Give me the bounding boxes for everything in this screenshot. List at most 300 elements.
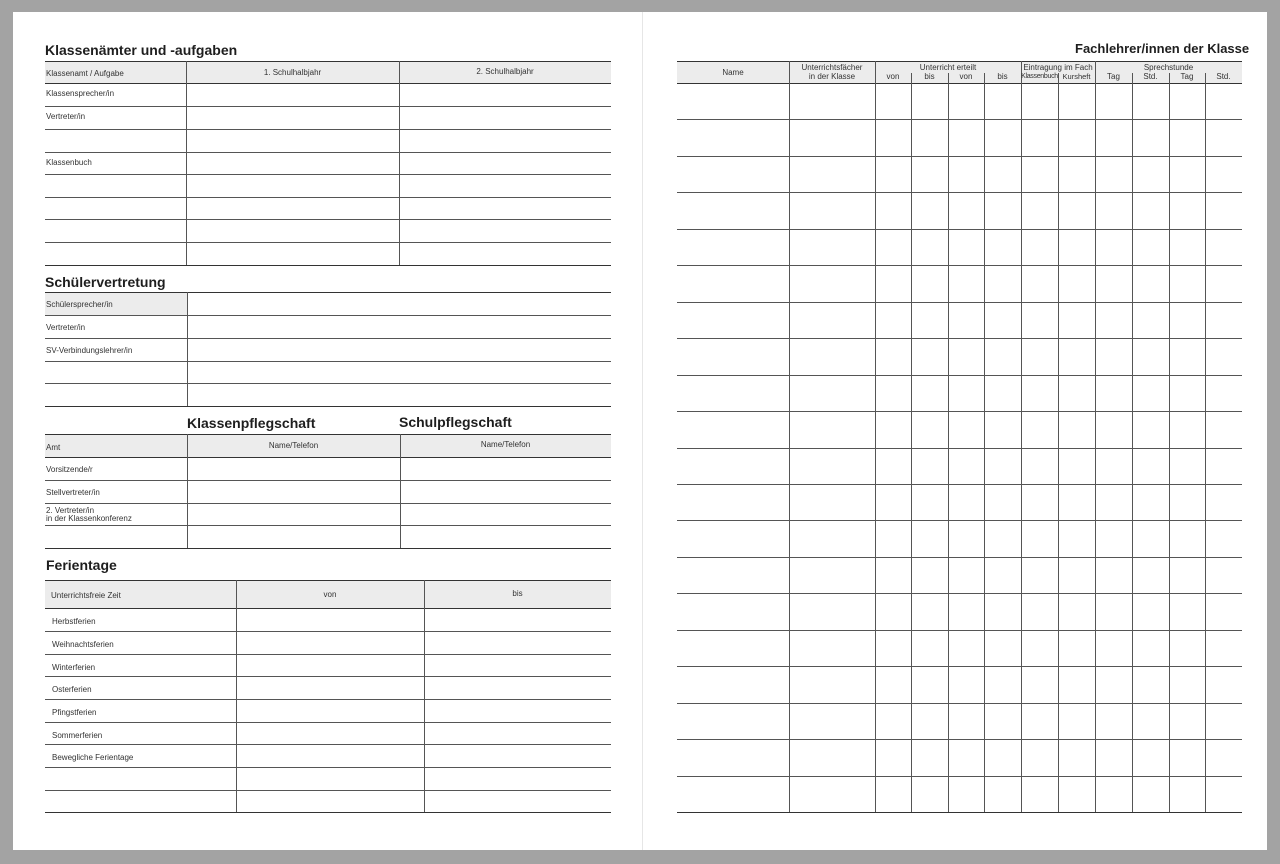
- input-cell-fachlehrer[interactable]: [984, 192, 1021, 229]
- input-cell-klassenpflegschaft[interactable]: [187, 457, 400, 480]
- input-cell-fachlehrer[interactable]: [875, 302, 911, 338]
- input-cell-fachlehrer[interactable]: [984, 520, 1021, 557]
- input-cell-fachlehrer[interactable]: [789, 375, 875, 411]
- input-cell-fachlehrer[interactable]: [677, 739, 789, 776]
- input-cell-fachlehrer[interactable]: [984, 229, 1021, 265]
- input-cell-fachlehrer[interactable]: [984, 265, 1021, 302]
- input-cell-fachlehrer[interactable]: [1205, 411, 1242, 448]
- input-cell-fachlehrer[interactable]: [677, 593, 789, 630]
- input-cell-fachlehrer[interactable]: [911, 739, 948, 776]
- input-cell-fachlehrer[interactable]: [948, 338, 984, 375]
- input-cell-fachlehrer[interactable]: [911, 593, 948, 630]
- input-cell-halbjahr-2[interactable]: [399, 106, 611, 129]
- input-cell-fachlehrer[interactable]: [1205, 83, 1242, 119]
- input-cell-fachlehrer[interactable]: [948, 375, 984, 411]
- input-cell-fachlehrer[interactable]: [1169, 448, 1205, 484]
- input-cell-fachlehrer[interactable]: [1132, 520, 1169, 557]
- input-cell-fachlehrer[interactable]: [911, 375, 948, 411]
- input-cell-fachlehrer[interactable]: [1132, 338, 1169, 375]
- input-cell-halbjahr-1[interactable]: [186, 152, 399, 174]
- input-cell-fachlehrer[interactable]: [948, 739, 984, 776]
- input-cell-fachlehrer[interactable]: [1095, 229, 1132, 265]
- input-cell-fachlehrer[interactable]: [984, 156, 1021, 192]
- input-cell-fachlehrer[interactable]: [1132, 156, 1169, 192]
- input-cell-fachlehrer[interactable]: [1021, 776, 1058, 812]
- input-cell-fachlehrer[interactable]: [677, 119, 789, 156]
- input-cell-fachlehrer[interactable]: [1058, 557, 1095, 593]
- input-cell-fachlehrer[interactable]: [911, 119, 948, 156]
- input-cell-fachlehrer[interactable]: [1021, 265, 1058, 302]
- input-cell-fachlehrer[interactable]: [1169, 229, 1205, 265]
- input-cell-klassenpflegschaft[interactable]: [187, 503, 400, 525]
- input-cell-fachlehrer[interactable]: [789, 411, 875, 448]
- input-cell-fachlehrer[interactable]: [911, 192, 948, 229]
- input-cell-fachlehrer[interactable]: [911, 666, 948, 703]
- input-cell-fachlehrer[interactable]: [948, 83, 984, 119]
- input-cell-fachlehrer[interactable]: [1205, 338, 1242, 375]
- input-cell-fachlehrer[interactable]: [1205, 265, 1242, 302]
- input-cell-von[interactable]: [236, 722, 424, 744]
- input-cell-fachlehrer[interactable]: [875, 375, 911, 411]
- input-cell-fachlehrer[interactable]: [1169, 520, 1205, 557]
- input-cell-fachlehrer[interactable]: [1095, 666, 1132, 703]
- input-cell-halbjahr-1[interactable]: [186, 83, 399, 106]
- input-cell-von[interactable]: [236, 654, 424, 676]
- input-cell-fachlehrer[interactable]: [1095, 83, 1132, 119]
- input-cell-fachlehrer[interactable]: [984, 302, 1021, 338]
- input-cell-fachlehrer[interactable]: [948, 265, 984, 302]
- input-cell-fachlehrer[interactable]: [1169, 739, 1205, 776]
- input-cell-fachlehrer[interactable]: [1021, 411, 1058, 448]
- input-cell-fachlehrer[interactable]: [1169, 375, 1205, 411]
- input-cell-fachlehrer[interactable]: [948, 411, 984, 448]
- input-cell-fachlehrer[interactable]: [677, 776, 789, 812]
- input-cell-fachlehrer[interactable]: [984, 776, 1021, 812]
- input-cell-fachlehrer[interactable]: [1021, 520, 1058, 557]
- input-cell-fachlehrer[interactable]: [1058, 666, 1095, 703]
- input-cell-von[interactable]: [236, 790, 424, 812]
- input-cell-fachlehrer[interactable]: [1021, 448, 1058, 484]
- input-cell-fachlehrer[interactable]: [677, 192, 789, 229]
- input-cell-fachlehrer[interactable]: [1058, 265, 1095, 302]
- input-cell-fachlehrer[interactable]: [1058, 484, 1095, 520]
- input-cell-fachlehrer[interactable]: [1132, 302, 1169, 338]
- input-cell-fachlehrer[interactable]: [1205, 776, 1242, 812]
- input-cell-fachlehrer[interactable]: [948, 156, 984, 192]
- input-cell-fachlehrer[interactable]: [789, 302, 875, 338]
- input-cell-fachlehrer[interactable]: [1205, 156, 1242, 192]
- input-cell-fachlehrer[interactable]: [1021, 666, 1058, 703]
- input-cell-fachlehrer[interactable]: [1169, 630, 1205, 666]
- input-cell-fachlehrer[interactable]: [911, 520, 948, 557]
- input-cell-fachlehrer[interactable]: [875, 265, 911, 302]
- input-cell-halbjahr-1[interactable]: [186, 242, 399, 265]
- input-cell-fachlehrer[interactable]: [984, 484, 1021, 520]
- input-cell-schulpflegschaft[interactable]: [400, 480, 611, 503]
- input-cell-fachlehrer[interactable]: [1095, 302, 1132, 338]
- input-cell-fachlehrer[interactable]: [948, 630, 984, 666]
- input-cell-fachlehrer[interactable]: [1021, 703, 1058, 739]
- input-cell-halbjahr-2[interactable]: [399, 219, 611, 242]
- input-cell-fachlehrer[interactable]: [1169, 83, 1205, 119]
- input-cell-bis[interactable]: [424, 699, 611, 722]
- input-cell-fachlehrer[interactable]: [1021, 119, 1058, 156]
- input-cell-fachlehrer[interactable]: [948, 229, 984, 265]
- input-cell-fachlehrer[interactable]: [1021, 739, 1058, 776]
- input-cell-fachlehrer[interactable]: [789, 484, 875, 520]
- input-cell-fachlehrer[interactable]: [984, 593, 1021, 630]
- input-cell-fachlehrer[interactable]: [1021, 302, 1058, 338]
- input-cell-fachlehrer[interactable]: [1058, 739, 1095, 776]
- input-cell-fachlehrer[interactable]: [875, 484, 911, 520]
- input-cell-fachlehrer[interactable]: [1132, 448, 1169, 484]
- input-cell-fachlehrer[interactable]: [677, 448, 789, 484]
- input-cell-bis[interactable]: [424, 676, 611, 699]
- input-cell-klassenpflegschaft[interactable]: [187, 480, 400, 503]
- input-cell-fachlehrer[interactable]: [1021, 83, 1058, 119]
- input-cell-fachlehrer[interactable]: [1205, 739, 1242, 776]
- input-cell-fachlehrer[interactable]: [1132, 229, 1169, 265]
- input-cell-fachlehrer[interactable]: [789, 666, 875, 703]
- input-cell-fachlehrer[interactable]: [1021, 593, 1058, 630]
- row-rule: [677, 812, 1242, 813]
- input-cell-fachlehrer[interactable]: [1095, 630, 1132, 666]
- input-cell-halbjahr-2[interactable]: [399, 197, 611, 219]
- input-cell-fachlehrer[interactable]: [984, 703, 1021, 739]
- input-cell-fachlehrer[interactable]: [1205, 448, 1242, 484]
- input-cell-fachlehrer[interactable]: [1058, 630, 1095, 666]
- row-label: Sommerferien: [52, 731, 103, 740]
- input-cell-fachlehrer[interactable]: [1058, 192, 1095, 229]
- row-label: Klassenbuch: [46, 158, 92, 167]
- row-rule: [45, 548, 611, 549]
- input-cell-von[interactable]: [236, 631, 424, 654]
- input-cell-fachlehrer[interactable]: [1132, 703, 1169, 739]
- input-cell-fachlehrer[interactable]: [1169, 593, 1205, 630]
- input-cell-fachlehrer[interactable]: [984, 375, 1021, 411]
- input-cell-fachlehrer[interactable]: [789, 776, 875, 812]
- input-cell-fachlehrer[interactable]: [1058, 375, 1095, 411]
- input-cell-fachlehrer[interactable]: [1169, 302, 1205, 338]
- input-cell-fachlehrer[interactable]: [875, 739, 911, 776]
- input-cell-fachlehrer[interactable]: [789, 448, 875, 484]
- input-cell-bis[interactable]: [424, 631, 611, 654]
- input-cell-fachlehrer[interactable]: [1021, 229, 1058, 265]
- row-label: Stellvertreter/in: [46, 488, 100, 497]
- input-cell-fachlehrer[interactable]: [948, 520, 984, 557]
- input-cell-fachlehrer[interactable]: [1132, 484, 1169, 520]
- input-cell-fachlehrer[interactable]: [677, 338, 789, 375]
- input-cell-fachlehrer[interactable]: [1205, 520, 1242, 557]
- input-cell-fachlehrer[interactable]: [789, 630, 875, 666]
- input-cell-fachlehrer[interactable]: [1169, 411, 1205, 448]
- input-cell-fachlehrer[interactable]: [1095, 557, 1132, 593]
- input-cell-fachlehrer[interactable]: [948, 593, 984, 630]
- input-cell-fachlehrer[interactable]: [1021, 557, 1058, 593]
- input-cell-fachlehrer[interactable]: [875, 557, 911, 593]
- input-cell-fachlehrer[interactable]: [677, 302, 789, 338]
- input-cell-fachlehrer[interactable]: [1205, 229, 1242, 265]
- input-cell-fachlehrer[interactable]: [911, 703, 948, 739]
- input-cell-fachlehrer[interactable]: [1205, 666, 1242, 703]
- input-cell-von[interactable]: [236, 699, 424, 722]
- input-cell-fachlehrer[interactable]: [1095, 776, 1132, 812]
- input-cell-fachlehrer[interactable]: [677, 666, 789, 703]
- section-title-klassenpflegschaft: Klassenpflegschaft: [187, 415, 316, 431]
- input-cell-fachlehrer[interactable]: [984, 83, 1021, 119]
- input-cell-fachlehrer[interactable]: [984, 666, 1021, 703]
- input-cell-bis[interactable]: [424, 608, 611, 631]
- input-cell-name[interactable]: [187, 292, 611, 315]
- input-cell-fachlehrer[interactable]: [875, 119, 911, 156]
- row-label: Bewegliche Ferientage: [52, 753, 134, 762]
- input-cell-fachlehrer[interactable]: [677, 265, 789, 302]
- input-cell-fachlehrer[interactable]: [1095, 375, 1132, 411]
- input-cell-fachlehrer[interactable]: [1205, 557, 1242, 593]
- input-cell-fachlehrer[interactable]: [875, 338, 911, 375]
- input-cell-bis[interactable]: [424, 744, 611, 767]
- input-cell-fachlehrer[interactable]: [677, 411, 789, 448]
- input-cell-fachlehrer[interactable]: [1095, 739, 1132, 776]
- input-cell-fachlehrer[interactable]: [1169, 776, 1205, 812]
- input-cell-von[interactable]: [236, 767, 424, 790]
- input-cell-fachlehrer[interactable]: [1095, 703, 1132, 739]
- input-cell-fachlehrer[interactable]: [677, 484, 789, 520]
- input-cell-fachlehrer[interactable]: [875, 192, 911, 229]
- input-cell-bis[interactable]: [424, 654, 611, 676]
- input-cell-fachlehrer[interactable]: [875, 411, 911, 448]
- input-cell-fachlehrer[interactable]: [911, 338, 948, 375]
- input-cell-fachlehrer[interactable]: [1132, 265, 1169, 302]
- input-cell-fachlehrer[interactable]: [948, 192, 984, 229]
- input-cell-fachlehrer[interactable]: [1205, 375, 1242, 411]
- input-cell-fachlehrer[interactable]: [875, 630, 911, 666]
- input-cell-von[interactable]: [236, 608, 424, 631]
- input-cell-fachlehrer[interactable]: [677, 375, 789, 411]
- input-cell-fachlehrer[interactable]: [677, 703, 789, 739]
- input-cell-fachlehrer[interactable]: [911, 630, 948, 666]
- input-cell-fachlehrer[interactable]: [1205, 630, 1242, 666]
- input-cell-fachlehrer[interactable]: [1132, 739, 1169, 776]
- input-cell-fachlehrer[interactable]: [1132, 83, 1169, 119]
- input-cell-fachlehrer[interactable]: [875, 229, 911, 265]
- input-cell-halbjahr-1[interactable]: [186, 219, 399, 242]
- input-cell-fachlehrer[interactable]: [984, 411, 1021, 448]
- input-cell-fachlehrer[interactable]: [1132, 411, 1169, 448]
- input-cell-fachlehrer[interactable]: [789, 156, 875, 192]
- input-cell-bis[interactable]: [424, 790, 611, 812]
- input-cell-fachlehrer[interactable]: [1021, 156, 1058, 192]
- input-cell-fachlehrer[interactable]: [1058, 593, 1095, 630]
- input-cell-fachlehrer[interactable]: [1132, 192, 1169, 229]
- input-cell-fachlehrer[interactable]: [789, 557, 875, 593]
- input-cell-fachlehrer[interactable]: [948, 484, 984, 520]
- input-cell-fachlehrer[interactable]: [948, 448, 984, 484]
- input-cell-bis[interactable]: [424, 767, 611, 790]
- input-cell-fachlehrer[interactable]: [911, 411, 948, 448]
- input-cell-halbjahr-2[interactable]: [399, 83, 611, 106]
- input-cell-halbjahr-2[interactable]: [399, 129, 611, 152]
- input-cell-name[interactable]: [187, 338, 611, 361]
- input-cell-fachlehrer[interactable]: [1058, 83, 1095, 119]
- input-cell-fachlehrer[interactable]: [677, 557, 789, 593]
- input-cell-fachlehrer[interactable]: [1132, 557, 1169, 593]
- input-cell-fachlehrer[interactable]: [789, 265, 875, 302]
- input-cell-halbjahr-1[interactable]: [186, 174, 399, 197]
- input-cell-fachlehrer[interactable]: [789, 739, 875, 776]
- input-cell-fachlehrer[interactable]: [875, 83, 911, 119]
- input-cell-fachlehrer[interactable]: [1132, 776, 1169, 812]
- input-cell-fachlehrer[interactable]: [948, 703, 984, 739]
- input-cell-bis[interactable]: [424, 722, 611, 744]
- input-cell-fachlehrer[interactable]: [1021, 338, 1058, 375]
- input-cell-fachlehrer[interactable]: [1021, 484, 1058, 520]
- input-cell-fachlehrer[interactable]: [1058, 776, 1095, 812]
- input-cell-fachlehrer[interactable]: [789, 83, 875, 119]
- input-cell-fachlehrer[interactable]: [875, 593, 911, 630]
- input-cell-name[interactable]: [187, 383, 611, 406]
- input-cell-fachlehrer[interactable]: [677, 520, 789, 557]
- input-cell-fachlehrer[interactable]: [948, 776, 984, 812]
- input-cell-fachlehrer[interactable]: [911, 83, 948, 119]
- input-cell-fachlehrer[interactable]: [677, 229, 789, 265]
- input-cell-halbjahr-2[interactable]: [399, 152, 611, 174]
- input-cell-fachlehrer[interactable]: [984, 630, 1021, 666]
- input-cell-fachlehrer[interactable]: [1205, 119, 1242, 156]
- input-cell-halbjahr-1[interactable]: [186, 106, 399, 129]
- input-cell-fachlehrer[interactable]: [1205, 703, 1242, 739]
- input-cell-schulpflegschaft[interactable]: [400, 503, 611, 525]
- input-cell-fachlehrer[interactable]: [875, 703, 911, 739]
- input-cell-fachlehrer[interactable]: [1058, 229, 1095, 265]
- column-header-schulhalbjahr-2: 2. Schulhalbjahr: [476, 67, 534, 76]
- input-cell-fachlehrer[interactable]: [1205, 593, 1242, 630]
- input-cell-fachlehrer[interactable]: [1095, 593, 1132, 630]
- input-cell-fachlehrer[interactable]: [911, 448, 948, 484]
- input-cell-fachlehrer[interactable]: [911, 776, 948, 812]
- input-cell-fachlehrer[interactable]: [984, 739, 1021, 776]
- input-cell-fachlehrer[interactable]: [1169, 484, 1205, 520]
- input-cell-fachlehrer[interactable]: [875, 776, 911, 812]
- input-cell-fachlehrer[interactable]: [1058, 302, 1095, 338]
- input-cell-fachlehrer[interactable]: [911, 156, 948, 192]
- input-cell-von[interactable]: [236, 676, 424, 699]
- input-cell-fachlehrer[interactable]: [789, 119, 875, 156]
- input-cell-halbjahr-2[interactable]: [399, 242, 611, 265]
- input-cell-fachlehrer[interactable]: [789, 229, 875, 265]
- input-cell-fachlehrer[interactable]: [1021, 630, 1058, 666]
- input-cell-fachlehrer[interactable]: [1095, 520, 1132, 557]
- input-cell-fachlehrer[interactable]: [1095, 119, 1132, 156]
- input-cell-fachlehrer[interactable]: [875, 448, 911, 484]
- input-cell-fachlehrer[interactable]: [1058, 520, 1095, 557]
- input-cell-fachlehrer[interactable]: [1205, 192, 1242, 229]
- input-cell-fachlehrer[interactable]: [984, 557, 1021, 593]
- input-cell-halbjahr-1[interactable]: [186, 197, 399, 219]
- input-cell-fachlehrer[interactable]: [911, 302, 948, 338]
- input-cell-fachlehrer[interactable]: [1205, 302, 1242, 338]
- input-cell-fachlehrer[interactable]: [1058, 338, 1095, 375]
- input-cell-fachlehrer[interactable]: [1169, 192, 1205, 229]
- input-cell-fachlehrer[interactable]: [948, 119, 984, 156]
- input-cell-fachlehrer[interactable]: [1169, 703, 1205, 739]
- input-cell-von[interactable]: [236, 744, 424, 767]
- input-cell-name[interactable]: [187, 361, 611, 383]
- input-cell-fachlehrer[interactable]: [1132, 630, 1169, 666]
- input-cell-fachlehrer[interactable]: [789, 192, 875, 229]
- input-cell-name[interactable]: [187, 315, 611, 338]
- input-cell-fachlehrer[interactable]: [1132, 666, 1169, 703]
- input-cell-fachlehrer[interactable]: [1058, 703, 1095, 739]
- input-cell-klassenpflegschaft[interactable]: [187, 525, 400, 548]
- input-cell-fachlehrer[interactable]: [875, 520, 911, 557]
- input-cell-fachlehrer[interactable]: [1021, 192, 1058, 229]
- input-cell-schulpflegschaft[interactable]: [400, 457, 611, 480]
- input-cell-fachlehrer[interactable]: [875, 156, 911, 192]
- input-cell-fachlehrer[interactable]: [1132, 593, 1169, 630]
- input-cell-fachlehrer[interactable]: [984, 448, 1021, 484]
- input-cell-fachlehrer[interactable]: [1095, 448, 1132, 484]
- input-cell-fachlehrer[interactable]: [1132, 119, 1169, 156]
- input-cell-fachlehrer[interactable]: [948, 557, 984, 593]
- row-label: Weihnachtsferien: [52, 640, 114, 649]
- input-cell-fachlehrer[interactable]: [677, 83, 789, 119]
- input-cell-fachlehrer[interactable]: [1095, 411, 1132, 448]
- input-cell-fachlehrer[interactable]: [1169, 156, 1205, 192]
- input-cell-halbjahr-1[interactable]: [186, 129, 399, 152]
- input-cell-fachlehrer[interactable]: [1058, 119, 1095, 156]
- input-cell-fachlehrer[interactable]: [911, 265, 948, 302]
- input-cell-fachlehrer[interactable]: [1058, 411, 1095, 448]
- input-cell-fachlehrer[interactable]: [1169, 666, 1205, 703]
- input-cell-fachlehrer[interactable]: [1095, 265, 1132, 302]
- input-cell-fachlehrer[interactable]: [1132, 375, 1169, 411]
- input-cell-fachlehrer[interactable]: [1021, 375, 1058, 411]
- input-cell-fachlehrer[interactable]: [1169, 557, 1205, 593]
- input-cell-fachlehrer[interactable]: [948, 666, 984, 703]
- input-cell-fachlehrer[interactable]: [789, 338, 875, 375]
- column-group-sprechstunde: Sprechstunde: [1143, 63, 1194, 72]
- input-cell-fachlehrer[interactable]: [789, 520, 875, 557]
- input-cell-fachlehrer[interactable]: [948, 302, 984, 338]
- input-cell-fachlehrer[interactable]: [789, 703, 875, 739]
- input-cell-fachlehrer[interactable]: [1169, 338, 1205, 375]
- input-cell-fachlehrer[interactable]: [789, 593, 875, 630]
- input-cell-fachlehrer[interactable]: [1058, 156, 1095, 192]
- input-cell-fachlehrer[interactable]: [1095, 156, 1132, 192]
- input-cell-fachlehrer[interactable]: [1095, 484, 1132, 520]
- input-cell-fachlehrer[interactable]: [875, 666, 911, 703]
- row-rule: [45, 265, 611, 266]
- input-cell-halbjahr-2[interactable]: [399, 174, 611, 197]
- input-cell-fachlehrer[interactable]: [911, 557, 948, 593]
- input-cell-fachlehrer[interactable]: [677, 156, 789, 192]
- input-cell-fachlehrer[interactable]: [1169, 119, 1205, 156]
- column-group-eintragung-im-fach: Eintragung im Fach: [1023, 63, 1093, 72]
- input-cell-fachlehrer[interactable]: [1058, 448, 1095, 484]
- input-cell-fachlehrer[interactable]: [911, 484, 948, 520]
- input-cell-fachlehrer[interactable]: [984, 338, 1021, 375]
- input-cell-fachlehrer[interactable]: [1095, 338, 1132, 375]
- column-group-unterricht-erteilt: Unterricht erteilt: [919, 63, 977, 72]
- input-cell-fachlehrer[interactable]: [1205, 484, 1242, 520]
- input-cell-fachlehrer[interactable]: [677, 630, 789, 666]
- input-cell-fachlehrer[interactable]: [1169, 265, 1205, 302]
- input-cell-schulpflegschaft[interactable]: [400, 525, 611, 548]
- input-cell-fachlehrer[interactable]: [984, 119, 1021, 156]
- input-cell-fachlehrer[interactable]: [1095, 192, 1132, 229]
- input-cell-fachlehrer[interactable]: [911, 229, 948, 265]
